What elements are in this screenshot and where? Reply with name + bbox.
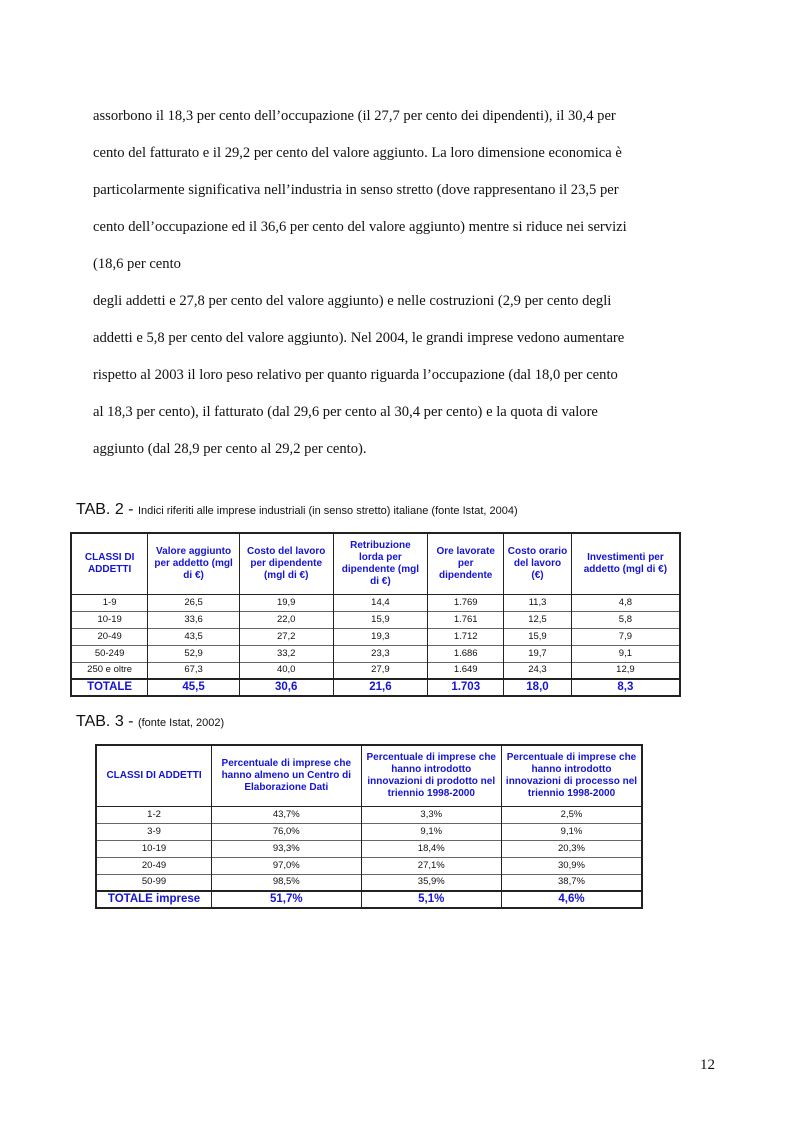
- table-cell: 9,1: [571, 645, 680, 662]
- paragraph-line: addetti e 5,8 per cento del valore aggiunto). Nel 2004, le grandi imprese vedono aumentare: [93, 330, 625, 346]
- table-cell: 33,6: [148, 611, 240, 628]
- total-cell: 51,7%: [212, 891, 361, 908]
- table-cell: 3,3%: [361, 806, 501, 823]
- table-cell: 33,2: [239, 645, 333, 662]
- table-cell: 20-49: [96, 857, 212, 874]
- table-cell: 10-19: [96, 840, 212, 857]
- table-cell: 9,1%: [501, 823, 642, 840]
- page-number: 12: [700, 1057, 715, 1073]
- total-cell: 5,1%: [361, 891, 501, 908]
- table-cell: 43,5: [148, 628, 240, 645]
- table-cell: 1-9: [71, 594, 148, 611]
- total-cell: 8,3: [571, 679, 680, 696]
- total-cell: 45,5: [148, 679, 240, 696]
- table-cell: 35,9%: [361, 874, 501, 891]
- table-cell: 14,4: [333, 594, 428, 611]
- table-row: [96, 874, 642, 891]
- table-cell: 11,3: [504, 594, 572, 611]
- table-cell: 27,1%: [361, 857, 501, 874]
- table-row: [71, 645, 680, 662]
- tab2-caption: [76, 501, 518, 519]
- table-cell: 98,5%: [212, 874, 361, 891]
- table-cell: 5,8: [571, 611, 680, 628]
- table-row: [96, 806, 642, 823]
- table-cell: 15,9: [333, 611, 428, 628]
- tab3-header-cell: Percentuale di imprese che hanno introdotto innovazioni di processo nel triennio 1998-2000: [501, 745, 642, 806]
- table-cell: 24,3: [504, 662, 572, 679]
- tab2-header-cell: Investimenti per addetto (mgl di €): [571, 533, 680, 594]
- table-cell: 12,9: [571, 662, 680, 679]
- tab3-caption-text: (fonte Istat, 2002): [137, 717, 225, 729]
- tab3-caption: [76, 713, 224, 731]
- tab2-header-cell: Valore aggiunto per addetto (mgl di €): [148, 533, 240, 594]
- paragraph-line: cento del fatturato e il 29,2 per cento del valore aggiunto. La loro dimensione economica è: [93, 145, 622, 161]
- table-cell: 3-9: [96, 823, 212, 840]
- table-cell: 1.712: [428, 628, 504, 645]
- table-cell: 10-19: [71, 611, 148, 628]
- tab3-table: [95, 744, 643, 909]
- paragraph-line: rispetto al 2003 il loro peso relativo per quanto riguarda l’occupazione (dal 18,0 per cento: [93, 367, 618, 383]
- tab3-header-cell: CLASSI DI ADDETTI: [96, 745, 212, 806]
- tab3-header-cell: Percentuale di imprese che hanno almeno un Centro di Elaborazione Dati: [212, 745, 361, 806]
- table-cell: 97,0%: [212, 857, 361, 874]
- table-cell: 23,3: [333, 645, 428, 662]
- table-cell: 27,2: [239, 628, 333, 645]
- table-cell: 40,0: [239, 662, 333, 679]
- table-cell: 22,0: [239, 611, 333, 628]
- table-cell: 12,5: [504, 611, 572, 628]
- tab3-label: TAB. 3 -: [76, 713, 134, 730]
- paragraph-line: aggiunto (dal 28,9 per cento al 29,2 per cento).: [93, 441, 367, 457]
- table-cell: 19,9: [239, 594, 333, 611]
- paragraph-line: degli addetti e 27,8 per cento del valore aggiunto) e nelle costruzioni (2,9 per cento degli: [93, 293, 612, 309]
- total-cell: 18,0: [504, 679, 572, 696]
- table-cell: 19,3: [333, 628, 428, 645]
- total-cell: 30,6: [239, 679, 333, 696]
- table-cell: 1.761: [428, 611, 504, 628]
- table-cell: 76,0%: [212, 823, 361, 840]
- table-cell: 19,7: [504, 645, 572, 662]
- tab2-label: TAB. 2 -: [76, 501, 134, 518]
- body-paragraph: [93, 98, 681, 468]
- table-cell: 15,9: [504, 628, 572, 645]
- total-cell: 4,6%: [501, 891, 642, 908]
- table-cell: 1.769: [428, 594, 504, 611]
- table-cell: 1.686: [428, 645, 504, 662]
- table-cell: 67,3: [148, 662, 240, 679]
- table-cell: 2,5%: [501, 806, 642, 823]
- table-cell: 43,7%: [212, 806, 361, 823]
- table-cell: 38,7%: [501, 874, 642, 891]
- table-row: [71, 594, 680, 611]
- table-row: [71, 628, 680, 645]
- table-cell: 52,9: [148, 645, 240, 662]
- table-cell: 20-49: [71, 628, 148, 645]
- tab2-total-row: [71, 679, 680, 696]
- total-cell: TOTALE: [71, 679, 148, 696]
- table-cell: 93,3%: [212, 840, 361, 857]
- tab2-header-cell: Costo orario del lavoro (€): [504, 533, 572, 594]
- paragraph-line: al 18,3 per cento), il fatturato (dal 29,6 per cento al 30,4 per cento) e la quota di valore: [93, 404, 598, 420]
- paragraph-line: cento dell’occupazione ed il 36,6 per cento del valore aggiunto) mentre si riduce nei servizi: [93, 219, 627, 235]
- tab2-header-cell: Costo del lavoro per dipendente (mgl di €): [239, 533, 333, 594]
- tab3-header-row: [96, 745, 642, 806]
- table-row: [96, 840, 642, 857]
- table-cell: 50-99: [96, 874, 212, 891]
- table-row: [96, 823, 642, 840]
- table-cell: 18,4%: [361, 840, 501, 857]
- tab2-header-cell: Ore lavorate per dipendente: [428, 533, 504, 594]
- table-cell: 4,8: [571, 594, 680, 611]
- table-cell: 26,5: [148, 594, 240, 611]
- tab2-header-cell: CLASSI DI ADDETTI: [71, 533, 148, 594]
- table-cell: 7,9: [571, 628, 680, 645]
- tab2-table: [70, 532, 681, 697]
- paragraph-line: assorbono il 18,3 per cento dell’occupazione (il 27,7 per cento dei dipendenti), il 30,4 per: [93, 108, 616, 124]
- table-row: [71, 611, 680, 628]
- total-cell: TOTALE imprese: [96, 891, 212, 908]
- tab3-header-cell: Percentuale di imprese che hanno introdotto innovazioni di prodotto nel triennio 1998-2000: [361, 745, 501, 806]
- paragraph-line: particolarmente significativa nell’industria in senso stretto (dove rappresentano il 23,5 per: [93, 182, 619, 198]
- table-cell: 50-249: [71, 645, 148, 662]
- total-cell: 21,6: [333, 679, 428, 696]
- table-cell: 1-2: [96, 806, 212, 823]
- total-cell: 1.703: [428, 679, 504, 696]
- table-cell: 9,1%: [361, 823, 501, 840]
- tab2-header-row: [71, 533, 680, 594]
- paragraph-line: (18,6 per cento: [93, 256, 181, 272]
- table-cell: 30,9%: [501, 857, 642, 874]
- tab2-header-cell: Retribuzione lorda per dipendente (mgl di €): [333, 533, 428, 594]
- table-cell: 250 e oltre: [71, 662, 148, 679]
- tab2-caption-text: Indici riferiti alle imprese industriali (in senso stretto) italiane (fonte Istat, 2004): [137, 505, 518, 517]
- table-cell: 20,3%: [501, 840, 642, 857]
- table-row: [96, 857, 642, 874]
- table-cell: 1.649: [428, 662, 504, 679]
- table-cell: 27,9: [333, 662, 428, 679]
- tab3-total-row: [96, 891, 642, 908]
- table-row: [71, 662, 680, 679]
